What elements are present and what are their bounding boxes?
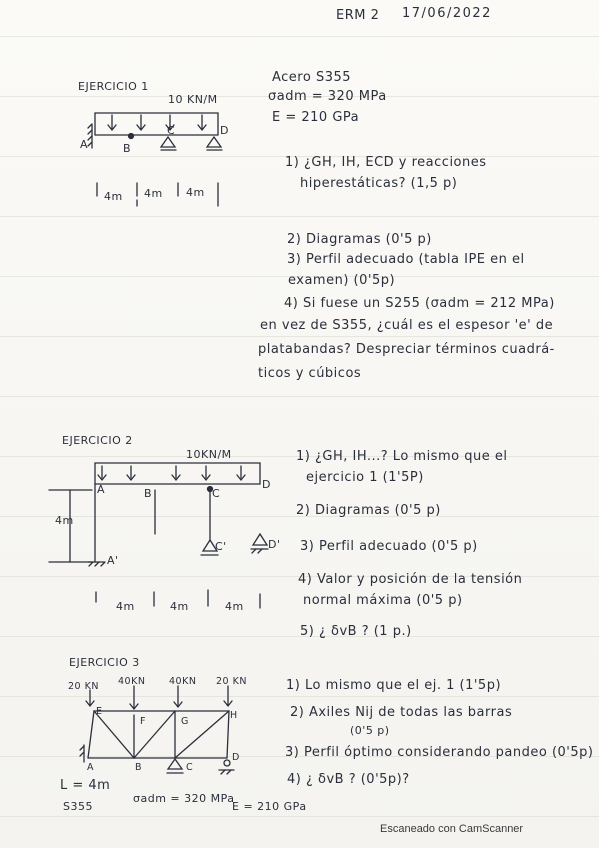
ex1-node-a: A: [80, 138, 89, 151]
ex1-q4-line3: platabandas? Despreciar términos cuadrá-: [258, 342, 555, 357]
ex2-q3: 3) Perfil adecuado (0'5 p): [300, 539, 478, 554]
ex1-title: EJERCICIO 1: [78, 80, 149, 93]
course-label: ERM 2: [336, 8, 380, 23]
ex3-q2-line2: (0'5 p): [350, 724, 390, 737]
ex1-q3-line1: 3) Perfil adecuado (tabla IPE en el: [287, 252, 525, 267]
ex2-span-2: 4m: [170, 600, 189, 613]
ex1-span-2: 4m: [144, 187, 163, 200]
ex2-frame-diagram: [49, 463, 268, 608]
ex1-span-1: 4m: [104, 190, 123, 203]
ex3-truss-diagram: [80, 686, 234, 774]
ex1-beam-diagram: [88, 113, 222, 206]
ex1-material-sigma: σadm = 320 MPa: [268, 89, 387, 104]
ex2-node-a-prime: A': [107, 554, 119, 567]
ex3-steel: S355: [63, 800, 93, 813]
ex2-q1-line2: ejercicio 1 (1'5P): [306, 470, 424, 485]
ex2-q5: 5) ¿ δvB ? (1 p.): [300, 624, 412, 639]
ex3-node-g: G: [181, 716, 189, 727]
ex2-node-b: B: [144, 487, 153, 500]
ex1-load-label: 10 KN/M: [168, 93, 218, 106]
ex1-q4-line1: 4) Si fuese un S255 (σadm = 212 MPa): [284, 296, 555, 311]
ex3-load-1: 20 KN: [68, 681, 99, 692]
scanner-watermark: Escaneado con CamScanner: [380, 823, 524, 835]
ex3-node-e: E: [96, 706, 103, 717]
ex2-node-a: A: [97, 483, 106, 496]
ex3-node-d: D: [232, 752, 240, 763]
ex1-material-steel: Acero S355: [272, 70, 352, 85]
ex3-sigma: σadm = 320 MPa: [133, 792, 235, 805]
ex2-q1-line1: 1) ¿GH, IH...? Lo mismo que el: [296, 449, 508, 464]
ex3-title: EJERCICIO 3: [69, 656, 140, 669]
ex3-q2-line1: 2) Axiles Nij de todas las barras: [290, 705, 513, 720]
ex2-load-label: 10KN/M: [186, 448, 232, 461]
ex2-span-3: 4m: [225, 600, 244, 613]
ex3-node-f: F: [140, 716, 146, 727]
ex2-title: EJERCICIO 2: [62, 434, 133, 447]
ex3-node-a: A: [87, 762, 94, 773]
ex2-node-c-prime: C': [215, 540, 227, 553]
ex1-q4-line4: ticos y cúbicos: [258, 366, 362, 381]
ex1-node-c: C: [167, 124, 176, 137]
ex3-q4: 4) ¿ δvB ? (0'5p)?: [287, 772, 410, 787]
ex3-node-c: C: [186, 762, 194, 773]
ex3-load-3: 40KN: [169, 676, 197, 687]
ex2-span-1: 4m: [116, 600, 135, 613]
ex3-length: L = 4m: [60, 778, 111, 793]
ex2-q4-line2: normal máxima (0'5 p): [303, 593, 463, 608]
ex1-node-d: D: [220, 124, 229, 137]
ex3-e: E = 210 GPa: [232, 800, 307, 813]
ex1-material-e: E = 210 GPa: [272, 110, 360, 125]
ex3-node-h: H: [230, 710, 238, 721]
ex3-load-4: 20 KN: [216, 676, 247, 687]
ex3-q1: 1) Lo mismo que el ej. 1 (1'5p): [286, 678, 502, 693]
ex1-q1-line2: hiperestáticas? (1,5 p): [300, 176, 458, 191]
ex1-q4-line2: en vez de S355, ¿cuál es el espesor 'e' de: [260, 318, 554, 333]
ex3-node-b: B: [135, 762, 143, 773]
ex2-node-d-prime: D': [268, 538, 281, 551]
ex3-load-2: 40KN: [118, 676, 146, 687]
ex2-height-label: 4m: [55, 514, 74, 527]
ex2-q4-line1: 4) Valor y posición de la tensión: [298, 572, 523, 587]
ex1-q1-line1: 1) ¿GH, IH, ECD y reacciones: [285, 155, 487, 170]
ex1-node-b: B: [123, 142, 132, 155]
ex2-node-d: D: [262, 478, 271, 491]
ex1-q3-line2: examen) (0'5p): [288, 273, 396, 288]
ex1-span-3: 4m: [186, 186, 205, 199]
ex2-q2: 2) Diagramas (0'5 p): [296, 503, 441, 518]
ex3-q3: 3) Perfil óptimo considerando pandeo (0'5p): [285, 745, 594, 760]
ex2-node-c: C: [212, 487, 221, 500]
ex1-q2: 2) Diagramas (0'5 p): [287, 232, 432, 247]
exam-date: 17/06/2022: [402, 6, 492, 21]
